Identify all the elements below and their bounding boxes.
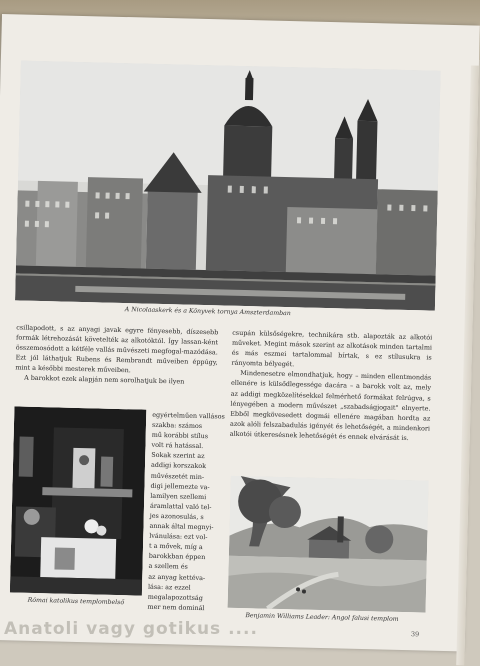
- photo-amsterdam: [15, 60, 441, 310]
- wrapped-text: [147, 410, 225, 613]
- photo-church-interior: [10, 406, 147, 595]
- faded-text-next-page: Anatoli vagy gotikus ....: [4, 619, 258, 639]
- text-line: lamilyen szellemi: [150, 491, 207, 501]
- text-line: szakba: számos: [151, 420, 203, 431]
- paragraph: csillapodott, s az anyagi javak egyre fényesebb, díszesebb formák létrehozását követelték az alkotóktól. Így lassan-ként összemosódott a kétféle vallás művészeti megfogal-mazódása. Ezt jól láthatjuk Rubens és Rembrandt műveiben éppúgy, mint a későbbi mesterek műveiben.: [15, 323, 219, 375]
- photo-left-caption: Római katolikus templombelső: [27, 596, 125, 607]
- photo-village-painting: [228, 476, 429, 613]
- text-line: áramlattal való tel-: [149, 501, 212, 512]
- text-line: addigi korszakok: [150, 461, 207, 471]
- text-line: művészetét min-: [150, 471, 205, 481]
- paragraph: Mindenesetre elmondhatjuk, hogy – minden ellentmondás ellenére is külsődlegessége dacára – a barokk volt az, mely az addigi megközelítésekkel felmérhető formákat felrúgva, s lényegében a modern művészet „szabadságjogait" elnyerte. Ebből megkövesedett dogmái ellenére magában hordta az azok alóli felszabadulás igényét és lehetőségét, a mindenkori alkotói útkeresésnek lehetőségét és ennek elvárását is.: [229, 369, 432, 443]
- paragraph: csupán külsőségekre, technikára stb. alapozták az alkotói műveket. Megint mások szerint az alkotások minden tartalmi és más eszmei tartalommal bírtak, s ez stílusukra is rányomta bélyegét.: [231, 328, 433, 369]
- text-line: megalapozottság: [147, 592, 203, 602]
- text-line: mű korábbi stílus: [151, 430, 209, 441]
- text-line: egyértelműen vallásos: [152, 410, 225, 421]
- text-line: t a mővek, míg a: [148, 541, 203, 552]
- photo-right-caption: Benjamin Williams Leader: Angol falusi templom: [245, 612, 399, 623]
- paragraph: A barokkot ezek alapján nem sorolhatjuk be ilyen: [24, 374, 185, 387]
- text-line: lása: az ezzel: [147, 582, 191, 592]
- text-line: mer nem dominál: [147, 602, 205, 612]
- text-line: volt rá hatással.: [151, 441, 204, 451]
- text-line: a szellem és: [148, 562, 188, 572]
- text-line: az anyag kettéva-: [148, 572, 206, 582]
- page-number: 39: [410, 630, 420, 639]
- book-page: [0, 14, 480, 651]
- text-line: lvánulása: ezt vol-: [149, 531, 208, 542]
- page-edge: [456, 65, 479, 665]
- text-column-left: [15, 322, 218, 387]
- text-line: jes azonosulás, s: [149, 511, 204, 522]
- text-line: Sokak szerint az: [151, 451, 205, 461]
- text-line: annak által megnyi-: [149, 521, 214, 532]
- text-line: digi jellemezte va-: [150, 481, 210, 491]
- text-column-right: [230, 328, 433, 444]
- text-line: barokkban éppen: [148, 552, 206, 562]
- photo-top-caption: A Nicolaaskerk és a Könyvek tornya Amszterdamban: [124, 306, 291, 318]
